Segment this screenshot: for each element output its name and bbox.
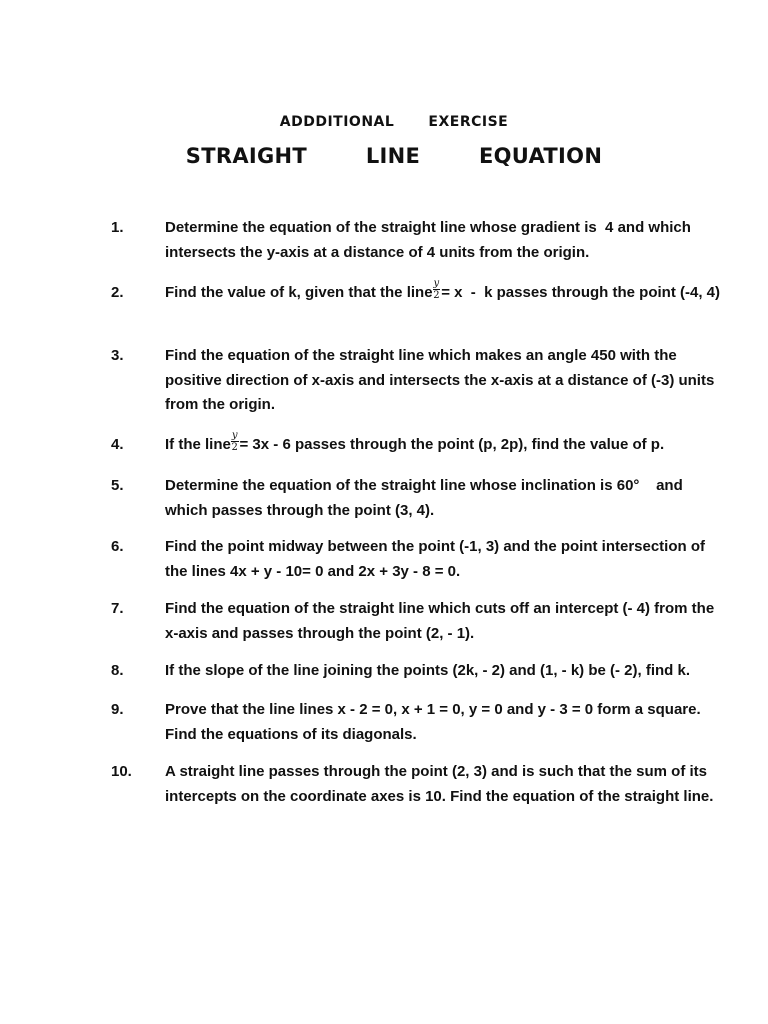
question-number: 9. <box>111 701 124 718</box>
exercise-subtitle: ADDDITIONAL EXERCISE <box>279 114 509 130</box>
question-text-before-fraction: Find the value of k, given that the line <box>165 284 433 301</box>
question-number: 10. <box>111 763 132 780</box>
question-text-before-fraction: If the line <box>165 436 231 453</box>
question-text: Determine the equation of the straight line whose inclination is 60° and which passes through the point (3, 4). <box>165 477 687 519</box>
question-text <box>165 277 725 306</box>
question-number: 6. <box>111 538 124 555</box>
question-text: Determine the equation of the straight line whose gradient is 4 and which intersects the y-axis at a distance of 4 units from the origin. <box>165 219 696 261</box>
fraction-denominator: 2 <box>433 289 440 301</box>
question-text: Find the equation of the straight line which makes an angle 450 with the positive direction of x-axis and intersects the x-axis at a distance of (-3) units from the origin. <box>165 347 719 413</box>
fraction-denominator: 2 <box>231 441 238 453</box>
question-number: 7. <box>111 600 124 617</box>
question-text: If the slope of the line joining the points (2k, - 2) and (1, - k) be (- 2), find k. <box>165 662 691 679</box>
exercise-title: STRAIGHT LINE EQUATION <box>185 144 603 168</box>
question-text-after-fraction: = 3x - 6 passes through the point (p, 2p), find the value of p. <box>239 436 665 453</box>
question-number: 1. <box>111 219 124 236</box>
question-number: 4. <box>111 436 124 453</box>
question-number: 3. <box>111 347 124 364</box>
question-number: 5. <box>111 477 124 494</box>
fraction <box>231 430 239 453</box>
question-text: Prove that the line lines x - 2 = 0, x + 1 = 0, y = 0 and y - 3 = 0 form a square. Find the equations of its diagonals. <box>165 701 705 743</box>
fraction <box>433 278 441 301</box>
fraction-numerator: y <box>231 429 238 441</box>
question-number: 8. <box>111 662 124 679</box>
question-text: Find the equation of the straight line which cuts off an intercept (- 4) from the x-axis and passes through the point (2, - 1). <box>165 600 719 642</box>
fraction-numerator: y <box>433 277 440 289</box>
question-text: A straight line passes through the point (2, 3) and is such that the sum of its intercepts on the coordinate axes is 10. Find the equation of the straight line. <box>165 763 714 805</box>
question-text-after-fraction: = x - k passes through the point (-4, 4) <box>441 284 720 301</box>
question-text: Find the point midway between the point (-1, 3) and the point intersection of the lines 4x + y - 10= 0 and 2x + 3y - 8 = 0. <box>165 538 710 580</box>
question-text <box>165 429 725 458</box>
question-number: 2. <box>111 284 124 301</box>
